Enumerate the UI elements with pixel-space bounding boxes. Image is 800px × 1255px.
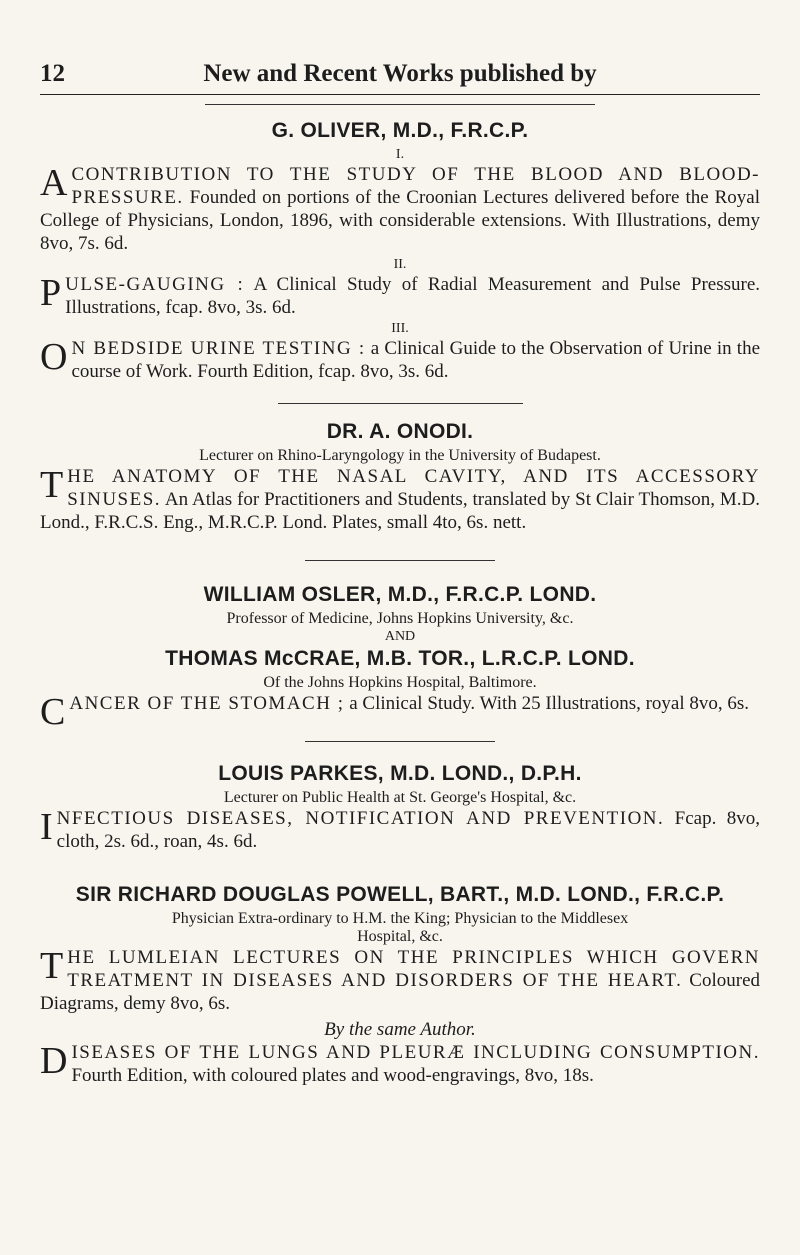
catalogue-page	[40, 100, 760, 1087]
book-title: HE LUMLEIAN LECTURES ON THE PRINCIPLES WHICH GOVERN TREATMENT IN DISEASES AND DISORDERS OF THE HEART.	[67, 947, 760, 991]
book-entry	[40, 337, 760, 383]
book-title: CONTRIBUTION TO THE STUDY OF THE BLOOD AND BLOOD-PRESSURE.	[71, 164, 760, 208]
section-divider	[305, 560, 495, 561]
section-divider	[305, 741, 495, 742]
coauthor-name: THOMAS McCRAE, M.B. TOR., L.R.C.P. LOND.	[165, 647, 635, 670]
author-credentials: Lecturer on Rhino-Laryngology in the University of Budapest.	[199, 447, 601, 464]
drop-initial: O	[40, 336, 68, 378]
drop-initial: P	[40, 272, 62, 314]
work-numeral: II.	[393, 257, 407, 272]
book-details: An Atlas for Practitioners and Students, translated by St Clair Thomson, M.D. Lond., F.R.C.S. Eng., M.R.C.P. Lond. Plates, small 4to, 6s. nett.	[40, 489, 761, 533]
section-divider	[278, 403, 523, 404]
book-title: HE ANATOMY OF THE NASAL CAVITY, AND ITS ACCESSORY SINUSES.	[67, 466, 760, 510]
author-credentials: Professor of Medicine, Johns Hopkins University, &c.	[226, 610, 574, 627]
book-details: a Clinical Study. With 25 Illustrations, royal 8vo, 6s.	[349, 693, 750, 714]
book-entry	[40, 273, 760, 319]
book-details: A Clinical Study of Radial Measurement and Pulse Pressure. Illustrations, fcap. 8vo, 3s. 6d.	[65, 274, 761, 318]
book-details: Fourth Edition, with coloured plates and wood-engravings, 8vo, 18s.	[71, 1065, 594, 1086]
drop-initial: C	[40, 691, 66, 733]
book-entry	[40, 465, 760, 534]
book-title: N BEDSIDE URINE TESTING :	[71, 338, 366, 359]
book-entry	[40, 1041, 760, 1087]
drop-initial: T	[40, 945, 64, 987]
author-name: SIR RICHARD DOUGLAS POWELL, BART., M.D. LOND., F.R.C.P.	[75, 883, 725, 906]
author-name: WILLIAM OSLER, M.D., F.R.C.P. LOND.	[203, 583, 597, 606]
book-details: Fcap. 8vo, cloth, 2s. 6d., roan, 4s. 6d.	[56, 808, 761, 852]
section-osler	[40, 583, 760, 733]
author-name: DR. A. ONODI.	[326, 420, 474, 443]
section-powell	[40, 883, 760, 1087]
book-entry	[40, 946, 760, 1015]
book-details: Coloured Diagrams, demy 8vo, 6s.	[40, 970, 761, 1014]
section-parkes	[40, 762, 760, 853]
book-title: ULSE-GAUGING :	[65, 274, 245, 295]
coauthor-credentials: Of the Johns Hopkins Hospital, Baltimore.	[263, 674, 537, 691]
conjunction: AND	[384, 629, 416, 644]
drop-initial: A	[40, 162, 68, 204]
running-title: New and Recent Works published by	[203, 60, 597, 87]
section-oliver	[40, 119, 760, 383]
work-numeral: III.	[391, 321, 409, 336]
author-credentials: Physician Extra-ordinary to H.M. the King; Physician to the Middlesex Hospital, &c.	[171, 910, 629, 945]
section-divider	[205, 104, 595, 105]
book-entry	[40, 807, 760, 853]
drop-initial: D	[40, 1040, 68, 1082]
author-name: G. OLIVER, M.D., F.R.C.P.	[271, 119, 529, 142]
book-title: ISEASES OF THE LUNGS AND PLEURÆ INCLUDING CONSUMPTION.	[71, 1042, 760, 1063]
drop-initial: T	[40, 464, 64, 506]
section-onodi	[40, 420, 760, 534]
page-number: 12	[40, 60, 65, 87]
book-title: ANCER OF THE STOMACH ;	[69, 693, 345, 714]
author-credentials: Lecturer on Public Health at St. George's Hospital, &c.	[223, 789, 577, 806]
book-details: a Clinical Guide to the Observation of Urine in the course of Work. Fourth Edition, fcap. 8vo, 3s. 6d.	[71, 338, 760, 382]
work-numeral: I.	[395, 147, 405, 162]
running-header	[40, 60, 760, 95]
drop-initial: I	[40, 806, 53, 848]
book-entry	[40, 163, 760, 255]
author-name: LOUIS PARKES, M.D. LOND., D.P.H.	[218, 762, 582, 785]
book-title: NFECTIOUS DISEASES, NOTIFICATION AND PREVENTION.	[56, 808, 665, 829]
book-details: Founded on portions of the Croonian Lectures delivered before the Royal College of Physicians, London, 1896, with considerable extensions. With Illustrations, demy 8vo, 7s. 6d.	[40, 187, 760, 254]
book-entry	[40, 691, 760, 733]
same-author-byline: By the same Author.	[324, 1019, 476, 1040]
